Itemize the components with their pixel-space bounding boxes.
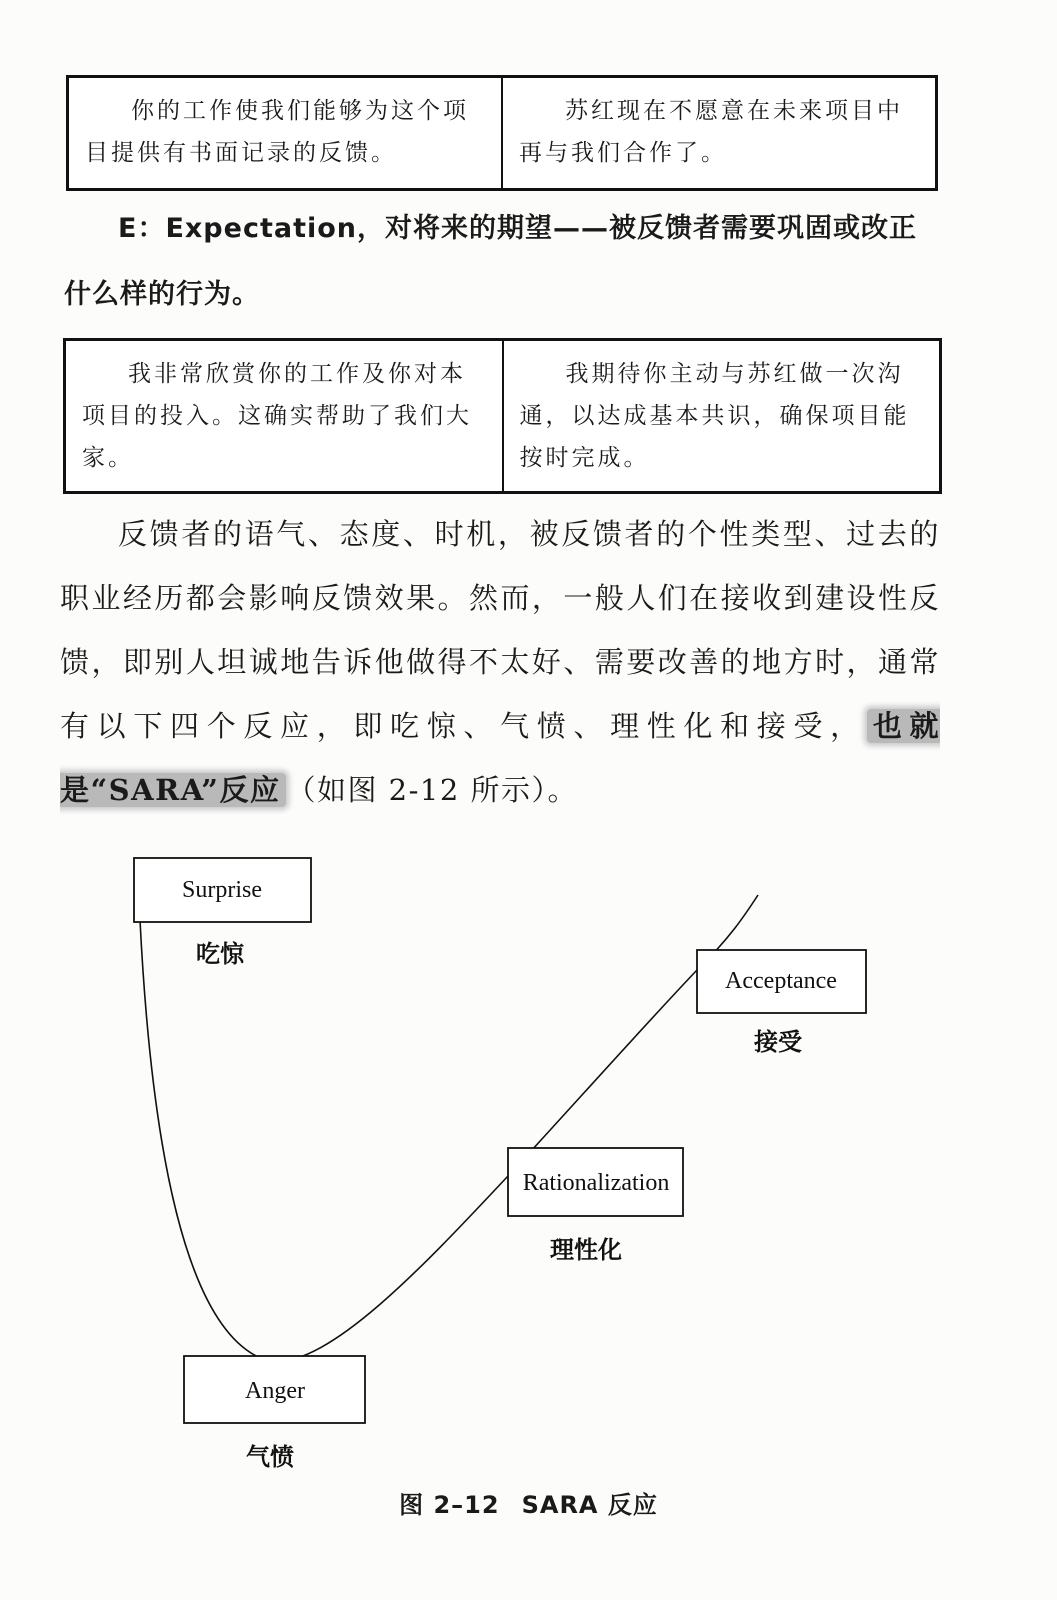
acceptance-cn-label: 接受: [754, 1028, 802, 1056]
caption-title: SARA 反应: [521, 1491, 658, 1519]
table1-left-cell: 你的工作使我们能够为这个项目提供有书面记录的反馈。: [85, 98, 469, 166]
table2-right-cell: 我期待你主动与苏红做一次沟通，以达成基本共识，确保项目能按时完成。: [502, 341, 940, 491]
figure-caption: [0, 1485, 1057, 1520]
anger-cn-label: 气愤: [246, 1443, 294, 1471]
rationalization-label: Rationalization: [522, 1170, 670, 1196]
feedback-table-1: [66, 75, 938, 191]
surprise-label: Surprise: [182, 877, 262, 903]
rationalization-cn-label: 理性化: [550, 1236, 622, 1264]
paragraph-tail: （如图 2-12 所示）。: [286, 773, 579, 807]
caption-number: 图 2–12: [399, 1491, 500, 1519]
table1-right-cell: 苏红现在不愿意在未来项目中再与我们合作了。: [501, 78, 935, 188]
expectation-heading: E：Expectation，对将来的期望——被反馈者需要巩固或改正什么样的行为。: [64, 213, 918, 310]
surprise-cn-label: 吃惊: [196, 940, 244, 968]
highlighted-text: 也就是“SARA”反应: [60, 709, 940, 807]
feedback-table-2: [63, 338, 942, 494]
table2-left-cell: 我非常欣赏你的工作及你对本项目的投入。这确实帮助了我们大家。: [82, 361, 472, 471]
acceptance-label: Acceptance: [725, 968, 837, 994]
anger-label: Anger: [245, 1378, 305, 1404]
paragraph-main: 反馈者的语气、态度、时机，被反馈者的个性类型、过去的职业经历都会影响反馈效果。然而，一般人们在接收到建设性反馈，即别人坦诚地告诉他做得不太好、需要改善的地方时，通常有以下四个反应，即吃惊、气愤、理性化和接受，: [60, 517, 940, 743]
body-paragraph: [60, 502, 940, 822]
sara-diagram: [0, 820, 1057, 1480]
